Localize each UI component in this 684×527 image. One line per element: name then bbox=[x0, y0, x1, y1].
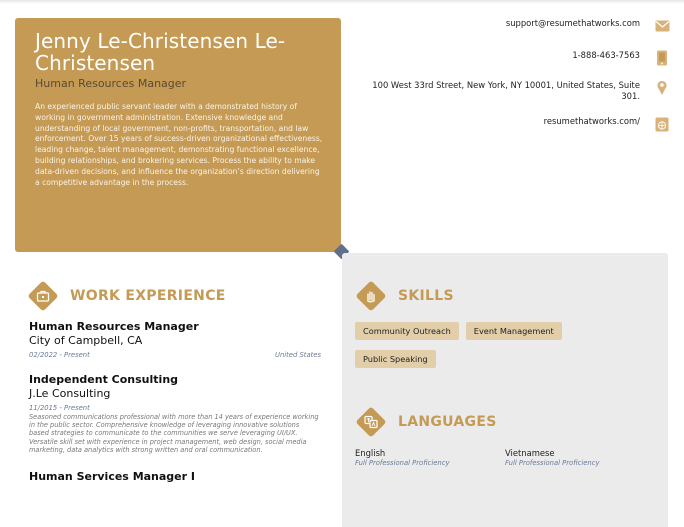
globe-icon bbox=[654, 116, 670, 132]
work-experience-list bbox=[29, 320, 321, 492]
job-date: 02/2022 - Present bbox=[29, 351, 90, 359]
profile-summary: An experienced public servant leader with a demonstrated history of working in government administration. Extensive knowledge and understanding of local government, non-profits, transportation, and law enforcement. Over 15 years of success-driven organizational effectiveness, leading change, talent management, demonstrating functional excellence, building relationships, and brokering services. Process the ability to make data-driven decisions, and influence the organization’s direction delivering a competitive advantage in the process. bbox=[35, 102, 323, 187]
envelope-icon bbox=[654, 18, 670, 34]
skill-tag: Public Speaking bbox=[355, 350, 436, 368]
language-level: Full Professional Proficiency bbox=[355, 459, 450, 467]
skills-header bbox=[356, 281, 454, 311]
hand-icon bbox=[356, 281, 386, 311]
contact-email[interactable] bbox=[506, 18, 670, 34]
language-item bbox=[355, 448, 505, 468]
candidate-name: Jenny Le-Christensen Le-Christensen bbox=[35, 29, 286, 75]
contact-website-text: resumethatworks.com/ bbox=[543, 116, 640, 126]
candidate-title: Human Resources Manager bbox=[35, 77, 187, 90]
job-entry bbox=[29, 470, 321, 484]
job-position: Independent Consulting bbox=[29, 373, 179, 386]
language-name: Vietnamese bbox=[505, 448, 555, 458]
languages-title: LANGUAGES bbox=[398, 414, 497, 430]
job-organization: City of Campbell, CA bbox=[29, 334, 143, 347]
job-entry bbox=[29, 320, 321, 359]
work-experience-header bbox=[28, 281, 226, 311]
language-name: English bbox=[355, 448, 386, 458]
skills-list bbox=[355, 322, 655, 378]
job-organization: J.Le Consulting bbox=[29, 387, 111, 400]
job-description: Seasoned communications professional with more than 14 years of experience working in the public sector. Comprehensive knowledge of leveraging innovative solutions based strategies to communicate to the communities we serve leveraging UI/UX. Versatile skill set with experience in project management, web design, social media marketing, data analytics with strong written and oral communication. bbox=[29, 413, 319, 454]
briefcase-icon bbox=[28, 281, 58, 311]
job-position: Human Services Manager I bbox=[29, 470, 195, 484]
contact-website[interactable] bbox=[544, 116, 670, 132]
translate-icon bbox=[356, 407, 386, 437]
contact-email-text: support@resumethatworks.com bbox=[505, 18, 640, 28]
job-location: United States bbox=[274, 351, 321, 359]
contact-address-text: 100 West 33rd Street, New York, NY 10001, United States, Suite 301. bbox=[372, 80, 640, 101]
skill-tag: Event Management bbox=[466, 322, 562, 340]
contact-phone-text: 1-888-463-7563 bbox=[572, 50, 640, 60]
contact-address bbox=[370, 80, 670, 102]
skills-title: SKILLS bbox=[398, 288, 454, 304]
job-date: 11/2015 - Present bbox=[29, 404, 90, 412]
job-entry bbox=[29, 373, 321, 454]
skill-tag: Community Outreach bbox=[355, 322, 459, 340]
work-experience-title: WORK EXPERIENCE bbox=[70, 288, 226, 304]
language-item bbox=[505, 448, 655, 468]
contact-phone[interactable] bbox=[572, 50, 670, 66]
languages-list bbox=[355, 448, 655, 468]
map-pin-icon bbox=[654, 80, 670, 96]
job-position: Human Resources Manager bbox=[29, 320, 199, 333]
top-shadow-line bbox=[0, 0, 684, 4]
header-card bbox=[15, 18, 341, 252]
phone-icon bbox=[654, 50, 670, 66]
languages-header bbox=[356, 407, 497, 437]
language-level: Full Professional Proficiency bbox=[505, 459, 600, 467]
